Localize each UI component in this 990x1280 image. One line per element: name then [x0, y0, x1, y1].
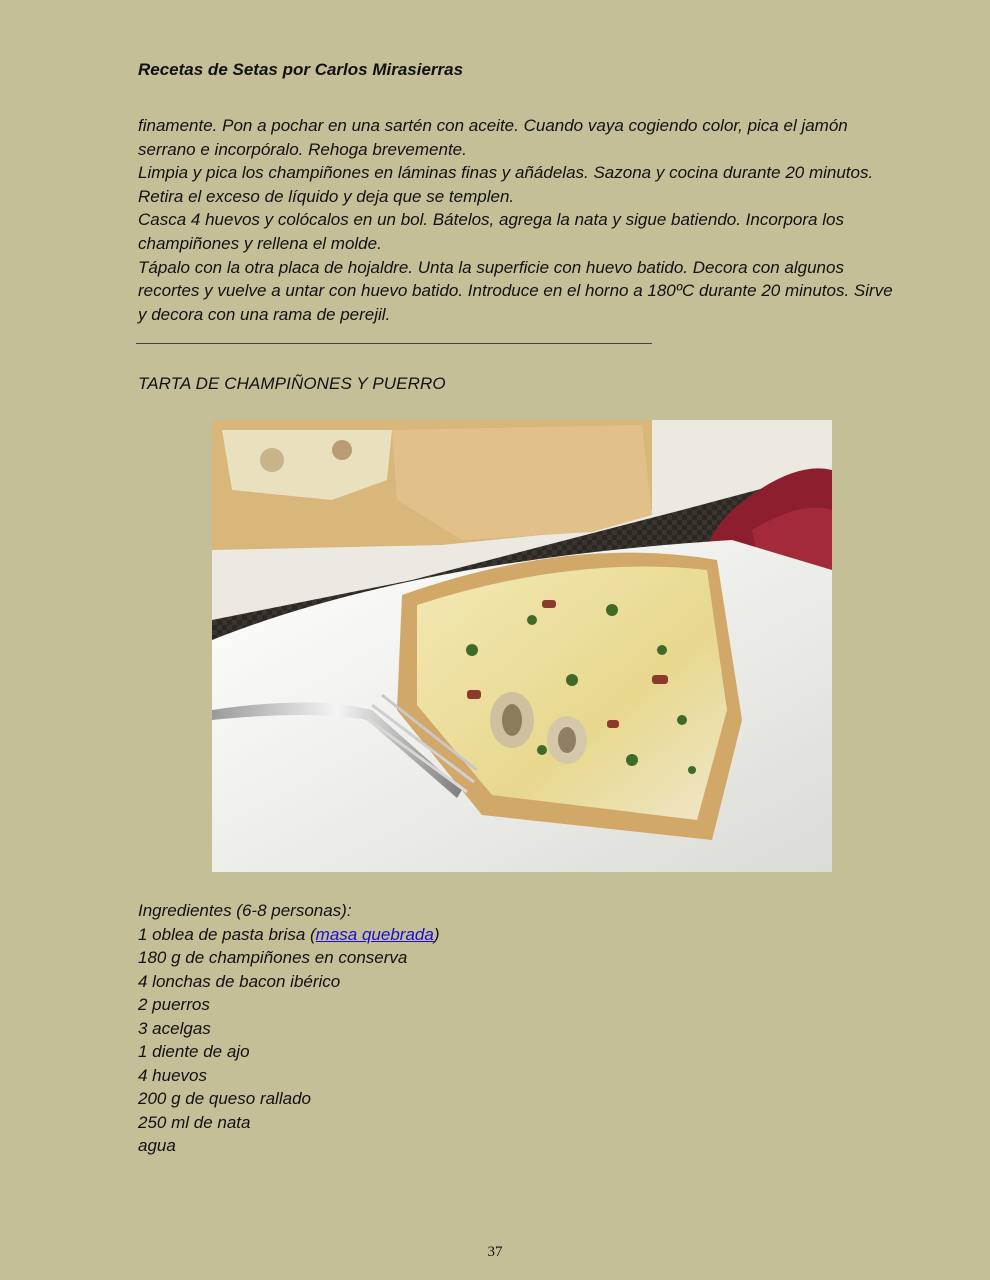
ingredient-item: 2 puerros [138, 995, 210, 1014]
instruction-paragraph: Tápalo con la otra placa de hojaldre. Unta la superficie con huevo batido. Decora con algunos recortes y vuelve a untar con huevo batido. Introduce en el horno a 180ºC durante 20 minutos. Sirve y decora con una rama de perejil. [138, 257, 893, 324]
recipe-photo [212, 420, 832, 872]
instruction-paragraph: Limpia y pica los champiñones en láminas finas y añádelas. Sazona y cocina durante 20 minutos. Retira el exceso de líquido y deja que se templen. [138, 163, 874, 206]
quiche-photo-illustration [212, 420, 832, 872]
ingredient-text: 1 oblea de pasta brisa ( [138, 924, 316, 944]
ingredient-item [138, 923, 439, 947]
page-number: 37 [487, 1244, 503, 1260]
recipe-instructions [138, 114, 898, 326]
instruction-paragraph: Casca 4 huevos y colócalos en un bol. Bátelos, agrega la nata y sigue batiendo. Incorpora los champiñones y rellena el molde. [138, 210, 844, 253]
instruction-paragraph: finamente. Pon a pochar en una sartén con aceite. Cuando vaya cogiendo color, pica el jamón serrano e incorpóralo. Rehoga brevemente. [138, 116, 848, 159]
ingredient-item: 4 huevos [138, 1065, 207, 1085]
ingredient-item: 250 ml de nata [138, 1112, 251, 1132]
ingredients-list [138, 899, 439, 1158]
ingredient-item: 200 g de queso rallado [138, 1089, 311, 1108]
section-divider [136, 343, 652, 345]
ingredient-item: 3 acelgas [138, 1018, 211, 1038]
ingredient-item: 4 lonchas de bacon ibérico [138, 971, 341, 991]
ingredient-item: agua [138, 1136, 176, 1155]
recipe-title: TARTA DE CHAMPIÑONES Y PUERRO [138, 374, 446, 393]
masa-quebrada-link[interactable]: masa quebrada [315, 924, 434, 944]
page-header: Recetas de Setas por Carlos Mirasierras [138, 60, 464, 79]
ingredients-heading: Ingredientes (6-8 personas): [138, 901, 352, 920]
ingredient-text: ) [433, 924, 440, 944]
ingredient-item: 180 g de champiñones en conserva [138, 948, 408, 967]
ingredient-item: 1 diente de ajo [138, 1042, 250, 1061]
